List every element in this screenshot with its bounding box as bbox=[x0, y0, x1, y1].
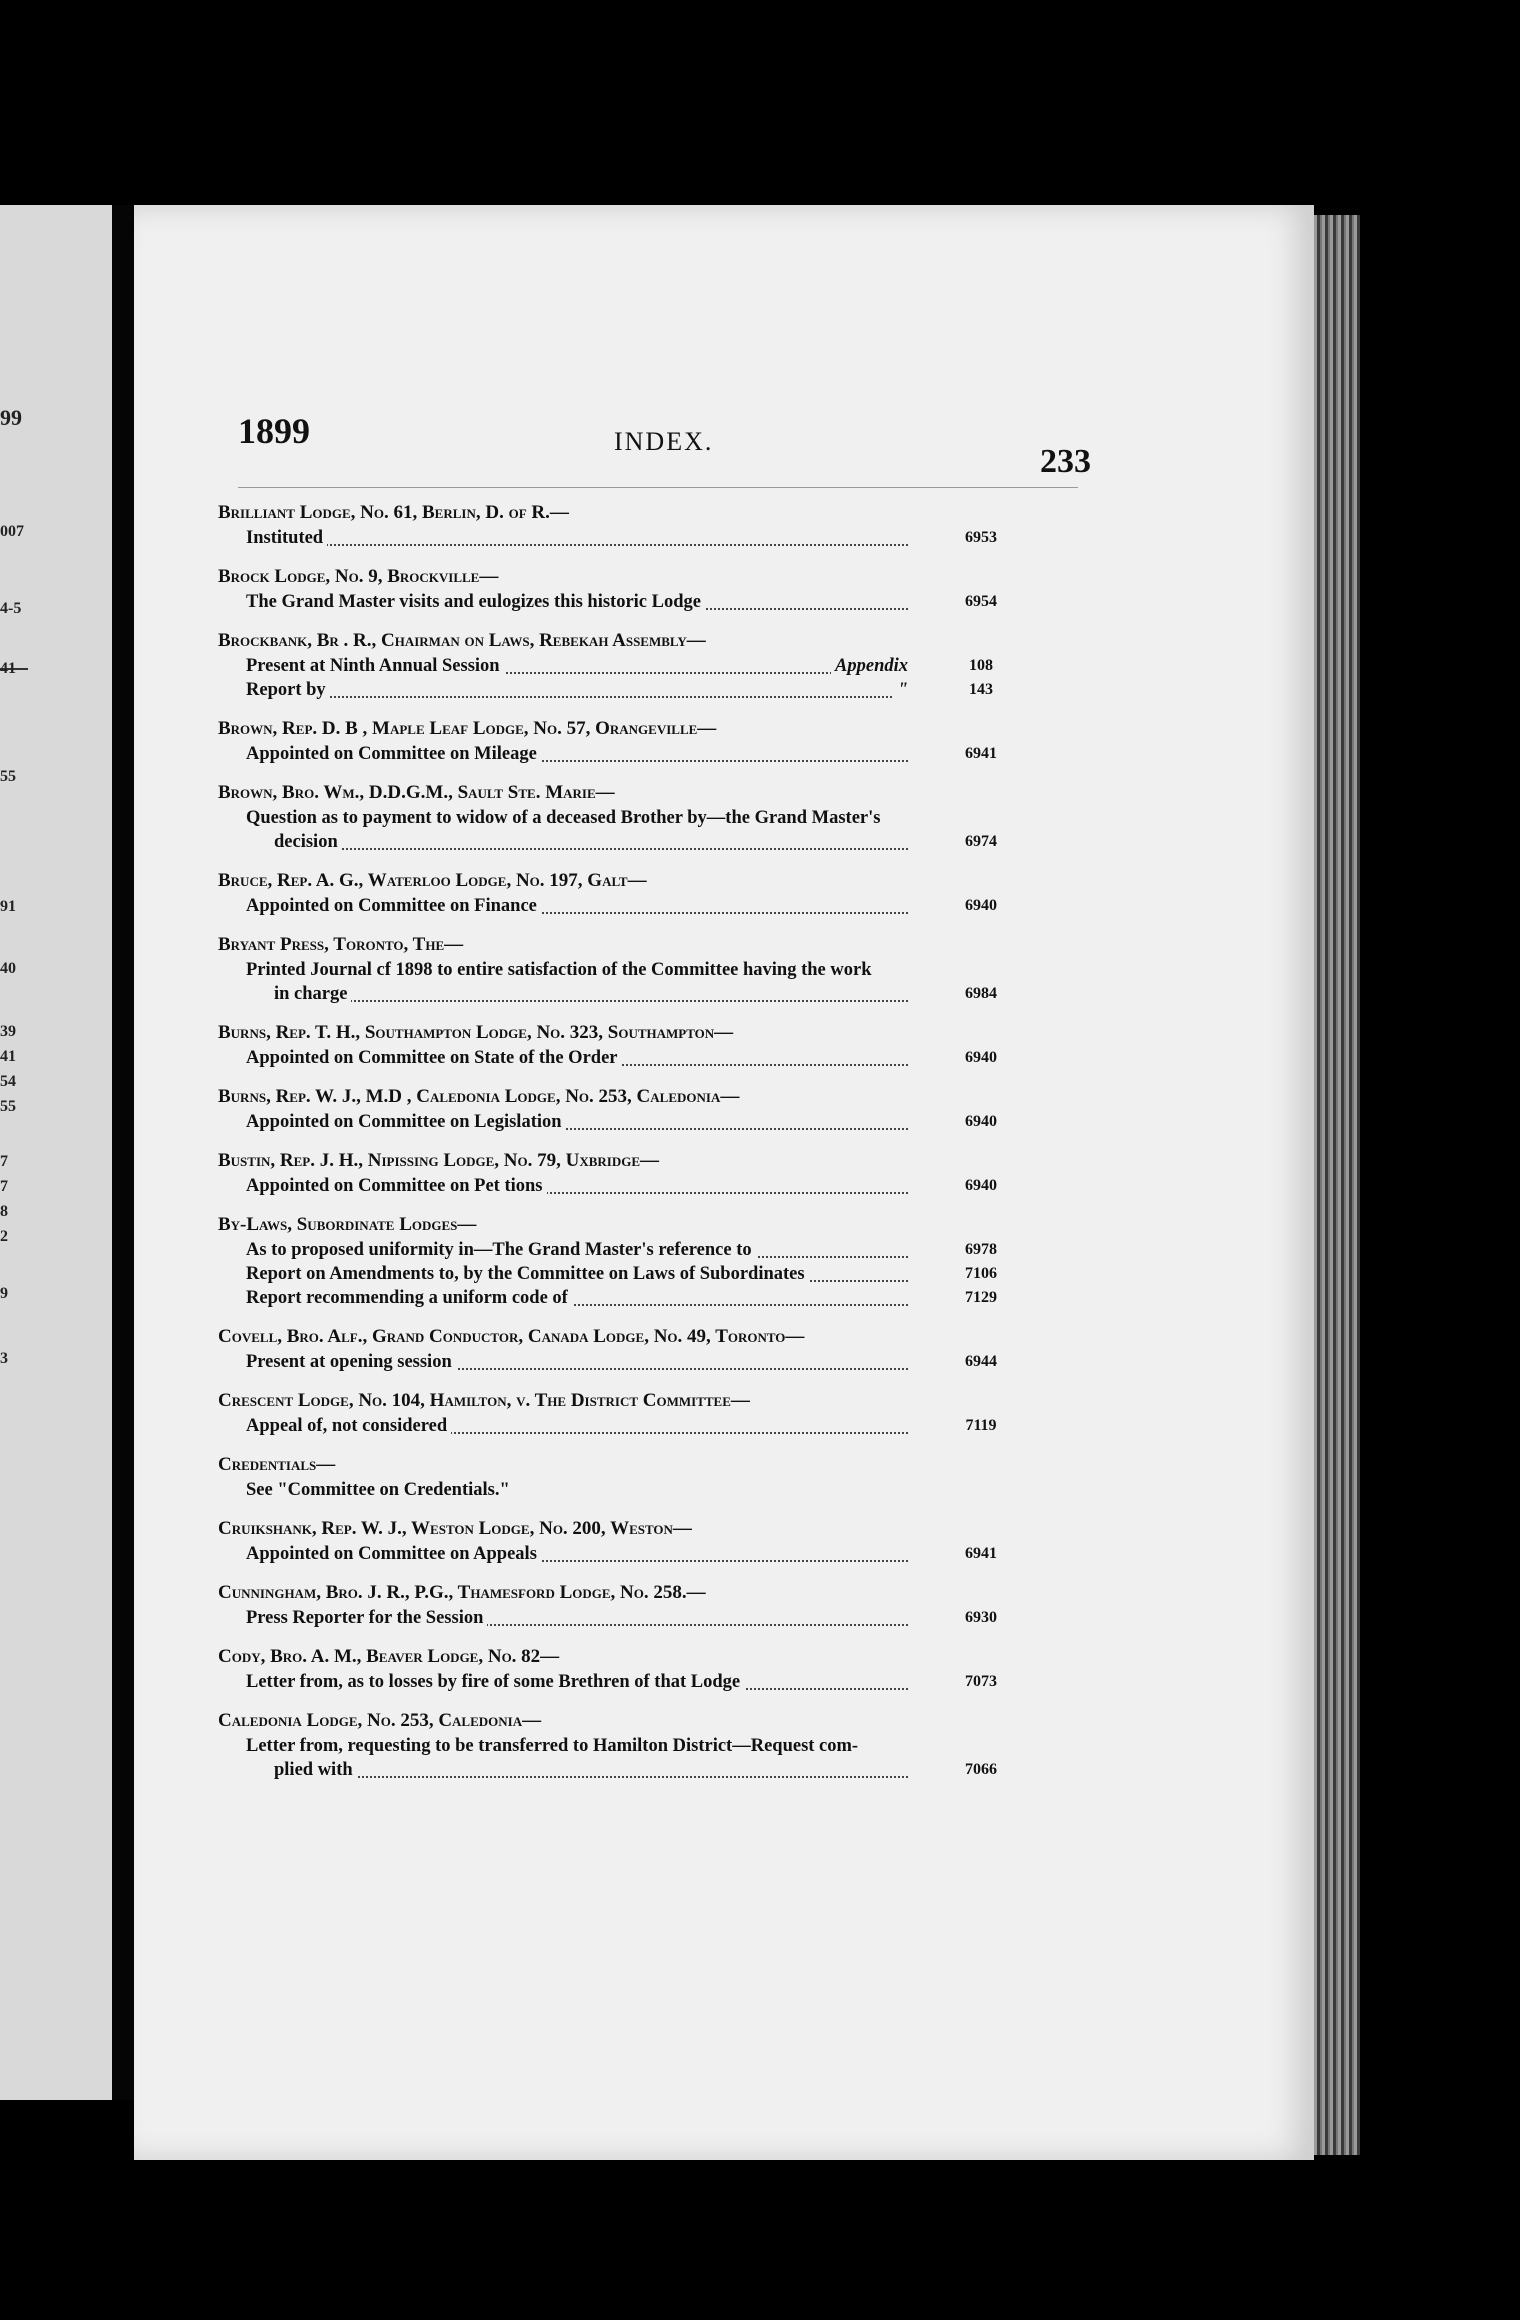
entry-line bbox=[218, 678, 1178, 702]
entry-page-number: 6954 bbox=[965, 593, 997, 610]
entry-page-number: 6984 bbox=[965, 985, 997, 1002]
entry-page-number: 7066 bbox=[965, 1761, 997, 1778]
index-entry bbox=[218, 1084, 1178, 1134]
entry-heading: Bruce, Rep. A. G., Waterloo Lodge, No. 197, Galt— bbox=[218, 870, 647, 891]
entry-line bbox=[218, 830, 1178, 854]
entry-line-text-wrapper bbox=[218, 1238, 908, 1262]
entry-line bbox=[218, 1414, 1178, 1438]
left-page-number: 55 bbox=[0, 768, 16, 785]
entry-line-text: Appointed on Committee on Mileage bbox=[246, 744, 541, 764]
left-page-number: 41 bbox=[0, 660, 16, 677]
entry-line-text-wrapper bbox=[218, 1286, 908, 1310]
entry-page-number: 7129 bbox=[965, 1289, 997, 1306]
header-rule bbox=[238, 487, 1078, 488]
entry-line-text: The Grand Master visits and eulogizes this historic Lodge bbox=[246, 592, 705, 612]
entry-line-text: As to proposed uniformity in—The Grand Master's reference to bbox=[246, 1240, 756, 1260]
entry-heading: Cody, Bro. A. M., Beaver Lodge, No. 82— bbox=[218, 1646, 560, 1667]
entry-heading: Crescent Lodge, No. 104, Hamilton, v. The District Committee— bbox=[218, 1390, 750, 1411]
entry-heading: By-Laws, Subordinate Lodges— bbox=[218, 1214, 477, 1235]
entry-line bbox=[218, 1286, 1178, 1310]
entry-line-text: Appointed on Committee on Appeals bbox=[246, 1544, 541, 1564]
entry-line bbox=[218, 1670, 1178, 1694]
entry-page-number: 6930 bbox=[965, 1609, 997, 1626]
index-entry bbox=[218, 500, 1178, 550]
entry-heading: Bustin, Rep. J. H., Nipissing Lodge, No. 79, Uxbridge— bbox=[218, 1150, 660, 1171]
dot-leader bbox=[246, 544, 908, 546]
left-page-number: 99 bbox=[0, 405, 22, 430]
entry-line bbox=[218, 1758, 1178, 1782]
left-page-number: 41 bbox=[0, 1048, 16, 1065]
entry-line-text: Report on Amendments to, by the Committee on Laws of Subordinates bbox=[246, 1264, 809, 1284]
left-page-number: 7 bbox=[0, 1178, 8, 1195]
entry-heading: Brown, Rep. D. B , Maple Leaf Lodge, No. 57, Orangeville— bbox=[218, 718, 717, 739]
entry-line-text-wrapper bbox=[218, 1174, 908, 1198]
left-page-number: 91 bbox=[0, 898, 16, 915]
entry-line bbox=[218, 1110, 1178, 1134]
entry-line bbox=[218, 1606, 1178, 1630]
entry-heading: Brilliant Lodge, No. 61, Berlin, D. of R.— bbox=[218, 502, 569, 523]
entry-page-number: 6953 bbox=[965, 529, 997, 546]
index-entry bbox=[218, 780, 1178, 854]
entry-page-number: 108 bbox=[969, 657, 993, 674]
entry-line bbox=[218, 1046, 1178, 1070]
entry-line-text: Appointed on Committee on Pet tions bbox=[246, 1176, 547, 1196]
entry-heading: Caledonia Lodge, No. 253, Caledonia— bbox=[218, 1710, 542, 1731]
entry-page-number: 6940 bbox=[965, 1113, 997, 1130]
entry-line bbox=[218, 1350, 1178, 1374]
entry-page-number: 6940 bbox=[965, 1049, 997, 1066]
entry-line-text-wrapper bbox=[218, 1350, 908, 1374]
entry-description: Letter from, requesting to be transferred to Hamilton District—Request com- bbox=[246, 1736, 859, 1756]
dot-leader bbox=[274, 1776, 908, 1778]
entry-line-text-wrapper bbox=[218, 590, 908, 614]
left-page-number: 007 bbox=[0, 523, 24, 540]
entry-line-text: Press Reporter for the Session bbox=[246, 1608, 487, 1628]
index-entry bbox=[218, 1580, 1178, 1630]
entry-line-text: Instituted bbox=[246, 528, 327, 548]
entry-line bbox=[218, 526, 1178, 550]
entry-line-text: Appointed on Committee on Finance bbox=[246, 896, 541, 916]
entry-heading: Credentials— bbox=[218, 1454, 336, 1475]
entry-line-text-wrapper bbox=[218, 1262, 908, 1286]
index-entry bbox=[218, 628, 1178, 702]
index-entry bbox=[218, 932, 1178, 1006]
index-entry bbox=[218, 1324, 1178, 1374]
entry-line bbox=[218, 1238, 1178, 1262]
entry-page-number: 6941 bbox=[965, 745, 997, 762]
entry-line-text-wrapper bbox=[218, 830, 908, 854]
left-page-number: 40 bbox=[0, 960, 16, 977]
page-number: 233 bbox=[1040, 443, 1091, 480]
left-page-fragment bbox=[0, 205, 112, 2100]
entry-line bbox=[218, 1542, 1178, 1566]
entry-line bbox=[218, 894, 1178, 918]
entry-page-number: 6944 bbox=[965, 1353, 997, 1370]
index-entry bbox=[218, 1020, 1178, 1070]
entry-line bbox=[218, 590, 1178, 614]
entry-page-number: 7106 bbox=[965, 1265, 997, 1282]
index-entry bbox=[218, 1708, 1178, 1782]
index-entry bbox=[218, 1212, 1178, 1310]
entry-line-text: Report by bbox=[246, 680, 330, 700]
entry-line-reference: " bbox=[894, 678, 908, 702]
entry-line-text: decision bbox=[274, 832, 342, 852]
entry-line-text: Appointed on Committee on State of the Order bbox=[246, 1048, 622, 1068]
page-year: 1899 bbox=[238, 411, 310, 451]
dot-leader bbox=[246, 696, 908, 698]
left-page-number: 55 bbox=[0, 1098, 16, 1115]
entry-heading: Burns, Rep. W. J., M.D , Caledonia Lodge, No. 253, Caledonia— bbox=[218, 1086, 740, 1107]
entry-line-text: Present at opening session bbox=[246, 1352, 456, 1372]
entry-line-text-wrapper bbox=[218, 1542, 908, 1566]
entry-line-text: Letter from, as to losses by fire of some Brethren of that Lodge bbox=[246, 1672, 744, 1692]
entry-line bbox=[218, 654, 1178, 678]
entry-line-text-wrapper bbox=[218, 678, 908, 702]
page-title: INDEX. bbox=[614, 427, 714, 456]
entry-heading: Brock Lodge, No. 9, Brockville— bbox=[218, 566, 499, 587]
entry-line-text-wrapper bbox=[218, 1758, 908, 1782]
left-page-number: 3 bbox=[0, 1350, 8, 1367]
entry-line bbox=[218, 982, 1178, 1006]
entry-line bbox=[218, 1174, 1178, 1198]
entry-line-text: Appeal of, not considered bbox=[246, 1416, 451, 1436]
entry-line-text: in charge bbox=[274, 984, 351, 1004]
index-entry bbox=[218, 868, 1178, 918]
entry-line-text: Report recommending a uniform code of bbox=[246, 1288, 572, 1308]
left-page-number: 4-5 bbox=[0, 600, 22, 617]
entry-line-text-wrapper bbox=[218, 1606, 908, 1630]
entry-line bbox=[218, 1262, 1178, 1286]
entry-description: Question as to payment to widow of a deceased Brother by—the Grand Master's bbox=[246, 808, 881, 828]
entry-line-text-wrapper bbox=[218, 1670, 908, 1694]
entry-page-number: 7119 bbox=[965, 1417, 997, 1434]
entry-description: See "Committee on Credentials." bbox=[246, 1480, 510, 1500]
dot-leader bbox=[274, 848, 908, 850]
index-entry bbox=[218, 1516, 1178, 1566]
entry-line-text: Appointed on Committee on Legislation bbox=[246, 1112, 566, 1132]
entry-page-number: 143 bbox=[969, 681, 993, 698]
index-page bbox=[134, 205, 1314, 2160]
entry-heading: Cunningham, Bro. J. R., P.G., Thamesford Lodge, No. 258.— bbox=[218, 1582, 706, 1603]
entry-line-text-wrapper bbox=[218, 1414, 908, 1438]
index-entry bbox=[218, 1148, 1178, 1198]
entry-line-text-wrapper bbox=[218, 982, 908, 1006]
dot-leader bbox=[274, 1000, 908, 1002]
left-page-number: 8 bbox=[0, 1203, 8, 1220]
entry-heading: Burns, Rep. T. H., Southampton Lodge, No. 323, Southampton— bbox=[218, 1022, 734, 1043]
index-entry bbox=[218, 1452, 1178, 1502]
entry-heading: Cruikshank, Rep. W. J., Weston Lodge, No. 200, Weston— bbox=[218, 1518, 692, 1539]
entry-line bbox=[218, 742, 1178, 766]
left-page-number: 39 bbox=[0, 1023, 16, 1040]
entry-page-number: 6940 bbox=[965, 1177, 997, 1194]
entry-heading: Bryant Press, Toronto, The— bbox=[218, 934, 464, 955]
entry-description: Printed Journal cf 1898 to entire satisfaction of the Committee having the work bbox=[246, 960, 872, 980]
index-entry bbox=[218, 1388, 1178, 1438]
entry-line-text-wrapper bbox=[218, 1046, 908, 1070]
entry-line-text: plied with bbox=[274, 1760, 357, 1780]
entry-page-number: 7073 bbox=[965, 1673, 997, 1690]
entry-line-reference: Appendix bbox=[831, 654, 908, 678]
entry-page-number: 6974 bbox=[965, 833, 997, 850]
index-entry bbox=[218, 564, 1178, 614]
entry-page-number: 6941 bbox=[965, 1545, 997, 1562]
entry-line-text-wrapper bbox=[218, 654, 908, 678]
index-entry bbox=[218, 716, 1178, 766]
index-entries bbox=[218, 500, 1178, 1796]
entry-line-text-wrapper bbox=[218, 1110, 908, 1134]
entry-heading: Brown, Bro. Wm., D.D.G.M., Sault Ste. Marie— bbox=[218, 782, 615, 803]
entry-page-number: 6978 bbox=[965, 1241, 997, 1258]
left-page-number: 2 bbox=[0, 1228, 8, 1245]
left-page-number: 54 bbox=[0, 1073, 16, 1090]
entry-line-text-wrapper bbox=[218, 742, 908, 766]
left-page-number: 7 bbox=[0, 1153, 8, 1170]
entry-page-number: 6940 bbox=[965, 897, 997, 914]
book-gutter bbox=[112, 205, 134, 2100]
page-edges bbox=[1314, 215, 1360, 2155]
entry-line-text-wrapper bbox=[218, 526, 908, 550]
entry-line-text-wrapper bbox=[218, 894, 908, 918]
entry-line-text: Present at Ninth Annual Session bbox=[246, 656, 504, 676]
entry-heading: Brockbank, Br . R., Chairman on Laws, Rebekah Assembly— bbox=[218, 630, 706, 651]
index-entry bbox=[218, 1644, 1178, 1694]
left-page-number: 9 bbox=[0, 1285, 8, 1302]
entry-heading: Covell, Bro. Alf., Grand Conductor, Canada Lodge, No. 49, Toronto— bbox=[218, 1326, 805, 1347]
